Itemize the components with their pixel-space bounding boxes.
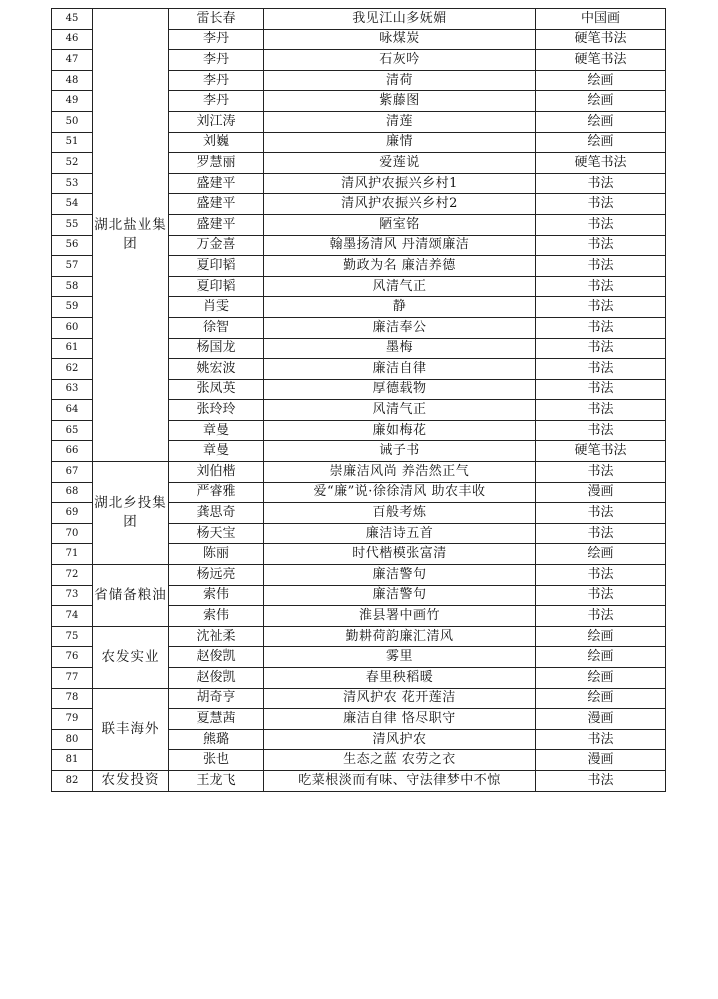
work-title: 时代楷模张富清 bbox=[264, 544, 536, 565]
unit-name: 联丰海外 bbox=[93, 688, 169, 770]
work-title: 墨梅 bbox=[264, 338, 536, 359]
table-row bbox=[52, 688, 666, 709]
work-category: 书法 bbox=[536, 194, 666, 215]
author-name: 刘伯楷 bbox=[169, 462, 264, 483]
row-number: 68 bbox=[52, 482, 93, 503]
work-category: 绘画 bbox=[536, 626, 666, 647]
author-name: 姚宏波 bbox=[169, 359, 264, 380]
work-category: 绘画 bbox=[536, 688, 666, 709]
author-name: 罗慧丽 bbox=[169, 153, 264, 174]
work-title: 清风护农振兴乡村2 bbox=[264, 194, 536, 215]
work-category: 书法 bbox=[536, 276, 666, 297]
work-title: 我见江山多妩媚 bbox=[264, 9, 536, 30]
table-row bbox=[52, 565, 666, 586]
author-name: 夏印韬 bbox=[169, 276, 264, 297]
author-name: 赵俊凯 bbox=[169, 647, 264, 668]
row-number: 76 bbox=[52, 647, 93, 668]
work-category: 书法 bbox=[536, 235, 666, 256]
author-name: 沈祉柔 bbox=[169, 626, 264, 647]
row-number: 81 bbox=[52, 750, 93, 771]
work-title: 风清气正 bbox=[264, 276, 536, 297]
work-title: 咏煤炭 bbox=[264, 29, 536, 50]
author-name: 肖雯 bbox=[169, 297, 264, 318]
author-name: 刘巍 bbox=[169, 132, 264, 153]
author-name: 夏慧茜 bbox=[169, 709, 264, 730]
work-title: 厚德载物 bbox=[264, 379, 536, 400]
unit-name: 省储备粮油 bbox=[93, 565, 169, 627]
work-title: 廉洁奉公 bbox=[264, 317, 536, 338]
row-number: 78 bbox=[52, 688, 93, 709]
author-name: 胡奇亨 bbox=[169, 688, 264, 709]
work-category: 绘画 bbox=[536, 647, 666, 668]
row-number: 60 bbox=[52, 317, 93, 338]
work-title: 风清气正 bbox=[264, 400, 536, 421]
entries-table bbox=[51, 8, 666, 792]
row-number: 63 bbox=[52, 379, 93, 400]
row-number: 70 bbox=[52, 523, 93, 544]
author-name: 徐智 bbox=[169, 317, 264, 338]
author-name: 王龙飞 bbox=[169, 770, 264, 791]
work-title: 清风护农 bbox=[264, 729, 536, 750]
work-category: 书法 bbox=[536, 606, 666, 627]
work-title: 廉如梅花 bbox=[264, 420, 536, 441]
row-number: 79 bbox=[52, 709, 93, 730]
row-number: 47 bbox=[52, 50, 93, 71]
row-number: 72 bbox=[52, 565, 93, 586]
row-number: 75 bbox=[52, 626, 93, 647]
author-name: 盛建平 bbox=[169, 194, 264, 215]
author-name: 章曼 bbox=[169, 420, 264, 441]
work-category: 书法 bbox=[536, 729, 666, 750]
work-category: 书法 bbox=[536, 297, 666, 318]
row-number: 64 bbox=[52, 400, 93, 421]
author-name: 李丹 bbox=[169, 29, 264, 50]
row-number: 73 bbox=[52, 585, 93, 606]
author-name: 万金喜 bbox=[169, 235, 264, 256]
work-title: 淮县署中画竹 bbox=[264, 606, 536, 627]
work-title: 翰墨扬清风 丹清颂廉洁 bbox=[264, 235, 536, 256]
unit-name: 湖北乡投集团 bbox=[93, 462, 169, 565]
row-number: 77 bbox=[52, 668, 93, 689]
author-name: 章曼 bbox=[169, 441, 264, 462]
row-number: 57 bbox=[52, 256, 93, 277]
work-category: 中国画 bbox=[536, 9, 666, 30]
row-number: 71 bbox=[52, 544, 93, 565]
row-number: 62 bbox=[52, 359, 93, 380]
work-category: 书法 bbox=[536, 770, 666, 791]
work-title: 紫藤图 bbox=[264, 91, 536, 112]
row-number: 48 bbox=[52, 70, 93, 91]
work-title: 廉洁诗五首 bbox=[264, 523, 536, 544]
author-name: 李丹 bbox=[169, 50, 264, 71]
work-title: 静 bbox=[264, 297, 536, 318]
author-name: 杨远亮 bbox=[169, 565, 264, 586]
work-category: 绘画 bbox=[536, 91, 666, 112]
row-number: 54 bbox=[52, 194, 93, 215]
row-number: 66 bbox=[52, 441, 93, 462]
work-title: 爱“廉”说·徐徐清风 助农丰收 bbox=[264, 482, 536, 503]
work-category: 硬笔书法 bbox=[536, 29, 666, 50]
work-title: 清风护农振兴乡村1 bbox=[264, 173, 536, 194]
row-number: 69 bbox=[52, 503, 93, 524]
work-title: 廉洁自律 bbox=[264, 359, 536, 380]
table-row bbox=[52, 462, 666, 483]
row-number: 49 bbox=[52, 91, 93, 112]
unit-name: 湖北盐业集团 bbox=[93, 9, 169, 462]
work-title: 雾里 bbox=[264, 647, 536, 668]
author-name: 盛建平 bbox=[169, 214, 264, 235]
work-category: 书法 bbox=[536, 214, 666, 235]
author-name: 刘江涛 bbox=[169, 111, 264, 132]
unit-name: 农发投资 bbox=[93, 770, 169, 791]
work-category: 书法 bbox=[536, 256, 666, 277]
work-title: 石灰吟 bbox=[264, 50, 536, 71]
row-number: 67 bbox=[52, 462, 93, 483]
author-name: 张玲玲 bbox=[169, 400, 264, 421]
row-number: 53 bbox=[52, 173, 93, 194]
work-title: 清风护农 花开莲洁 bbox=[264, 688, 536, 709]
row-number: 59 bbox=[52, 297, 93, 318]
author-name: 夏印韬 bbox=[169, 256, 264, 277]
row-number: 45 bbox=[52, 9, 93, 30]
work-category: 书法 bbox=[536, 379, 666, 400]
table-row bbox=[52, 770, 666, 791]
work-title: 廉情 bbox=[264, 132, 536, 153]
work-category: 绘画 bbox=[536, 70, 666, 91]
work-category: 书法 bbox=[536, 523, 666, 544]
author-name: 索伟 bbox=[169, 585, 264, 606]
author-name: 龚思奇 bbox=[169, 503, 264, 524]
work-category: 漫画 bbox=[536, 482, 666, 503]
table-row bbox=[52, 9, 666, 30]
work-title: 陋室铭 bbox=[264, 214, 536, 235]
author-name: 张凤英 bbox=[169, 379, 264, 400]
work-category: 硬笔书法 bbox=[536, 50, 666, 71]
author-name: 雷长春 bbox=[169, 9, 264, 30]
row-number: 82 bbox=[52, 770, 93, 791]
work-category: 书法 bbox=[536, 585, 666, 606]
work-title: 吃菜根淡而有味、守法律梦中不惊 bbox=[264, 770, 536, 791]
author-name: 李丹 bbox=[169, 70, 264, 91]
work-title: 勤耕荷韵廉汇清风 bbox=[264, 626, 536, 647]
author-name: 杨天宝 bbox=[169, 523, 264, 544]
row-number: 56 bbox=[52, 235, 93, 256]
work-title: 爱莲说 bbox=[264, 153, 536, 174]
author-name: 赵俊凯 bbox=[169, 668, 264, 689]
unit-name: 农发实业 bbox=[93, 626, 169, 688]
row-number: 58 bbox=[52, 276, 93, 297]
row-number: 51 bbox=[52, 132, 93, 153]
row-number: 52 bbox=[52, 153, 93, 174]
author-name: 陈丽 bbox=[169, 544, 264, 565]
author-name: 索伟 bbox=[169, 606, 264, 627]
work-category: 绘画 bbox=[536, 111, 666, 132]
author-name: 严睿雅 bbox=[169, 482, 264, 503]
entries-table-body bbox=[52, 9, 666, 792]
row-number: 65 bbox=[52, 420, 93, 441]
work-title: 春里秧稻暖 bbox=[264, 668, 536, 689]
work-category: 书法 bbox=[536, 359, 666, 380]
work-category: 书法 bbox=[536, 503, 666, 524]
author-name: 熊璐 bbox=[169, 729, 264, 750]
work-category: 书法 bbox=[536, 338, 666, 359]
work-category: 漫画 bbox=[536, 709, 666, 730]
work-title: 廉洁警句 bbox=[264, 585, 536, 606]
row-number: 46 bbox=[52, 29, 93, 50]
work-category: 书法 bbox=[536, 400, 666, 421]
row-number: 61 bbox=[52, 338, 93, 359]
work-title: 百般考炼 bbox=[264, 503, 536, 524]
work-category: 书法 bbox=[536, 420, 666, 441]
work-title: 诫子书 bbox=[264, 441, 536, 462]
row-number: 74 bbox=[52, 606, 93, 627]
work-title: 崇廉洁风尚 养浩然正气 bbox=[264, 462, 536, 483]
work-category: 硬笔书法 bbox=[536, 153, 666, 174]
table-row bbox=[52, 626, 666, 647]
row-number: 55 bbox=[52, 214, 93, 235]
work-title: 清莲 bbox=[264, 111, 536, 132]
work-title: 廉洁警句 bbox=[264, 565, 536, 586]
author-name: 盛建平 bbox=[169, 173, 264, 194]
work-category: 书法 bbox=[536, 173, 666, 194]
work-category: 书法 bbox=[536, 317, 666, 338]
work-title: 廉洁自律 恪尽职守 bbox=[264, 709, 536, 730]
author-name: 李丹 bbox=[169, 91, 264, 112]
entries-table-container bbox=[51, 8, 665, 792]
work-category: 书法 bbox=[536, 565, 666, 586]
work-category: 漫画 bbox=[536, 750, 666, 771]
work-title: 清荷 bbox=[264, 70, 536, 91]
row-number: 50 bbox=[52, 111, 93, 132]
work-category: 绘画 bbox=[536, 132, 666, 153]
work-category: 书法 bbox=[536, 462, 666, 483]
work-title: 生态之蓝 农劳之衣 bbox=[264, 750, 536, 771]
work-category: 绘画 bbox=[536, 668, 666, 689]
work-title: 勤政为名 廉洁养德 bbox=[264, 256, 536, 277]
author-name: 张也 bbox=[169, 750, 264, 771]
work-category: 硬笔书法 bbox=[536, 441, 666, 462]
author-name: 杨国龙 bbox=[169, 338, 264, 359]
row-number: 80 bbox=[52, 729, 93, 750]
work-category: 绘画 bbox=[536, 544, 666, 565]
